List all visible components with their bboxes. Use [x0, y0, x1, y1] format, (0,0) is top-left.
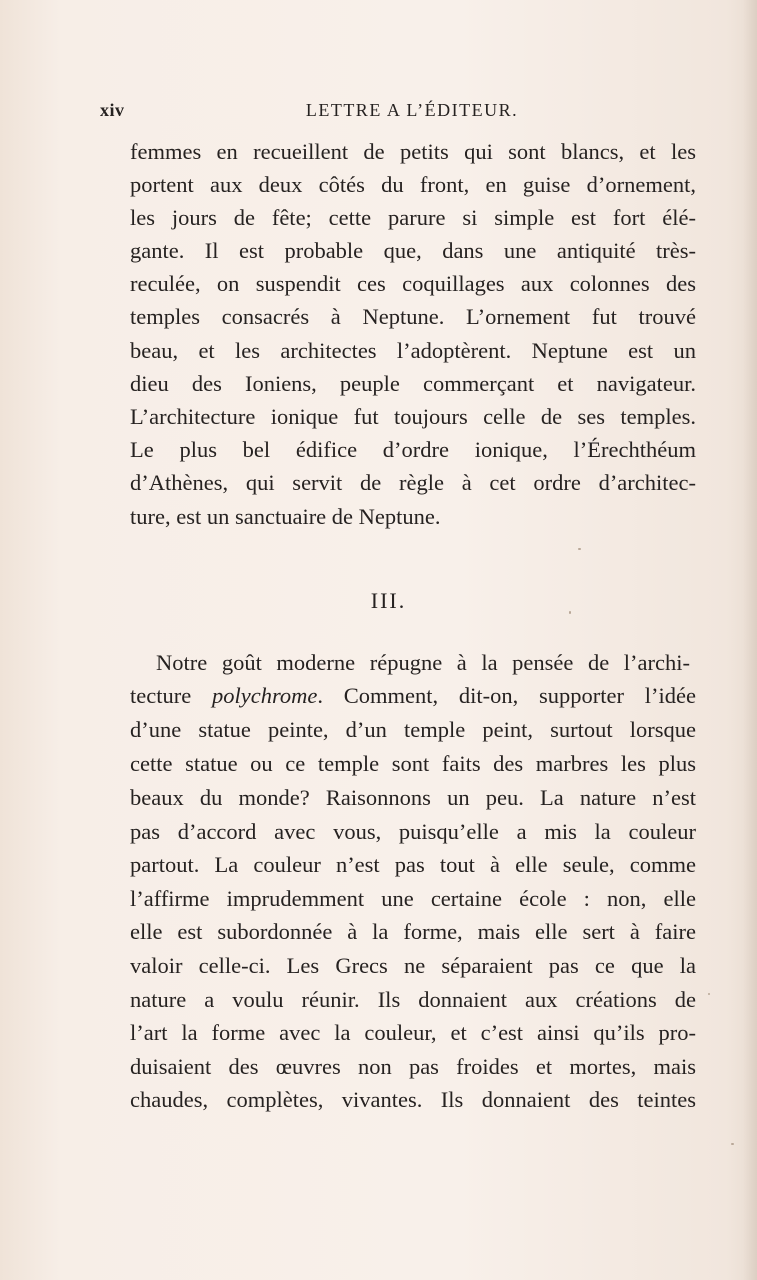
text-line: duisaient des œuvres non pas froides et mortes, mais [130, 1054, 696, 1079]
ink-speck [569, 611, 571, 614]
text-line: pas d’accord avec vous, puisqu’elle a mis la couleur [130, 819, 696, 844]
ink-speck [708, 993, 710, 995]
text-line: elle est subordonnée à la forme, mais elle sert à faire [130, 919, 696, 944]
section-heading: III. [370, 588, 407, 613]
text-line-with-italic [130, 681, 696, 711]
text-line: l’art la forme avec la couleur, et c’est ainsi qu’ils pro- [130, 1020, 696, 1045]
text-line: valoir celle-ci. Les Grecs ne séparaient pas ce que la [130, 953, 696, 978]
text-line: dieu des Ioniens, peuple commerçant et navigateur. [130, 371, 696, 396]
text-line: les jours de fête; cette parure si simple est fort élé- [130, 205, 696, 230]
page-number: xiv [100, 100, 125, 120]
text-line: l’affirme imprudemment une certaine école : non, elle [130, 886, 696, 911]
text-line: femmes en recueillent de petits qui sont blancs, et les [130, 139, 696, 164]
text-line: beaux du monde? Raisonnons un peu. La nature n’est [130, 785, 696, 810]
text-line: cette statue ou ce temple sont faits des marbres les plus [130, 751, 696, 776]
text-line: portent aux deux côtés du front, en guise d’ornement, [130, 172, 696, 197]
text-line: gante. Il est probable que, dans une antiquité très- [130, 238, 696, 263]
text-span: . Comment, dit-on, supporter l’idée [317, 683, 696, 708]
running-head [100, 100, 696, 126]
text-line: temples consacrés à Neptune. L’ornement fut trouvé [130, 304, 696, 329]
text-span: tecture [130, 683, 212, 708]
text-line: beau, et les architectes l’adoptèrent. Neptune est un [130, 338, 696, 363]
text-line: ture, est un sanctuaire de Neptune. [130, 504, 441, 529]
text-line: Le plus bel édifice d’ordre ionique, l’Érechthéum [130, 437, 696, 462]
text-line: chaudes, complètes, vivantes. Ils donnaient des teintes [130, 1087, 696, 1112]
ink-speck [731, 1143, 734, 1145]
page-edge-shadow [743, 0, 757, 1280]
running-title: LETTRE A L’ÉDITEUR. [305, 100, 519, 120]
text-line: partout. La couleur n’est pas tout à elle seule, comme [130, 852, 696, 877]
text-line: nature a voulu réunir. Ils donnaient aux créations de [130, 987, 696, 1012]
italic-term: polychrome [211, 683, 318, 708]
text-line: Notre goût moderne répugne à la pensée de l’archi- [156, 650, 690, 675]
text-line: d’Athènes, qui servit de règle à cet ordre d’architec- [130, 470, 696, 495]
text-line: L’architecture ionique fut toujours celle de ses temples. [130, 404, 696, 429]
ink-speck [578, 548, 581, 550]
text-line: reculée, on suspendit ces coquillages aux colonnes des [130, 271, 696, 296]
text-line: d’une statue peinte, d’un temple peint, surtout lorsque [130, 717, 696, 742]
